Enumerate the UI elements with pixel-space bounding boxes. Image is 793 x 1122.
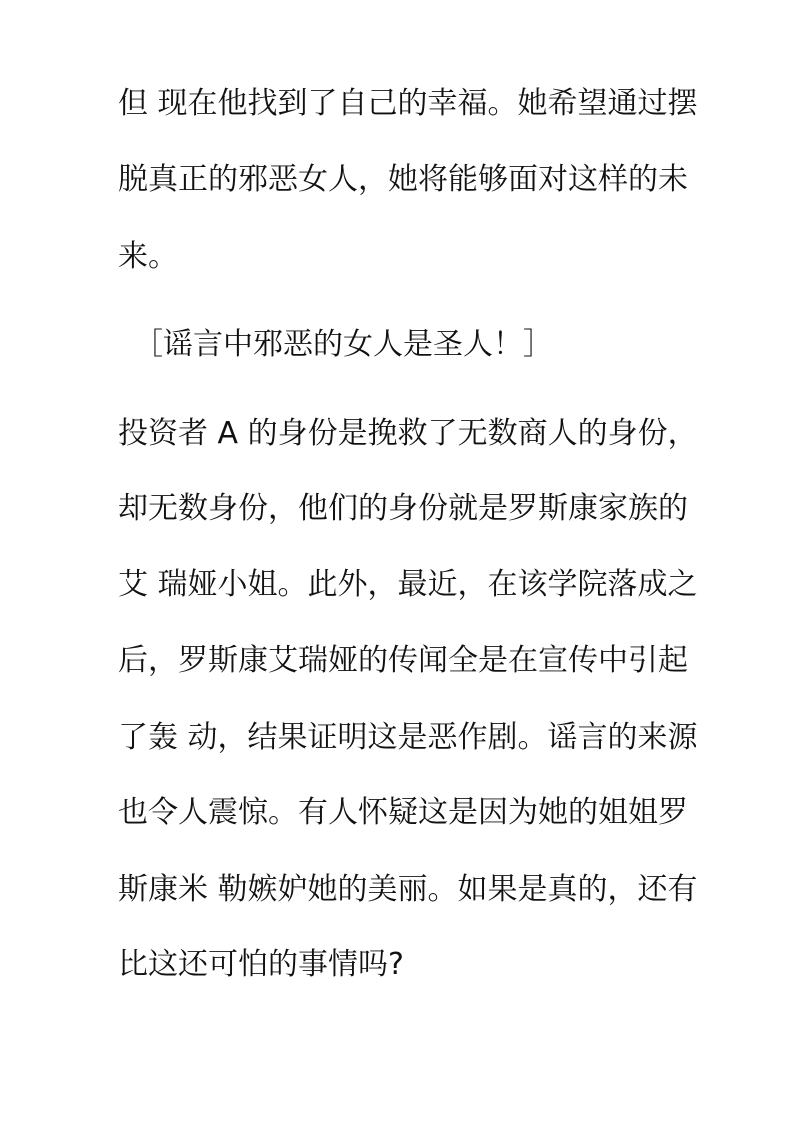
section-heading: ［谣言中邪恶的女人是圣人！］ [133, 327, 553, 362]
text-line: 艾 瑞娅小姐。此外，最近，在该学院落成之 [118, 567, 698, 602]
text-line: 投资者 A 的身份是挽救了无数商人的身份， [118, 416, 698, 451]
text-line: 但 现在他找到了自己的幸福。她希望通过摆 [118, 86, 698, 121]
text-line: 比这还可怕的事情吗? [118, 947, 404, 982]
text-line: 却无数身份，他们的身份就是罗斯康家族的 [118, 491, 688, 526]
text-line: 斯康米 勒嫉妒她的美丽。如果是真的，还有 [118, 872, 698, 907]
text-line: 也令人震惊。有人怀疑这是因为她的姐姐罗 [118, 795, 688, 830]
text-line: 后，罗斯康艾瑞娅的传闻全是在宣传中引起 [118, 643, 688, 678]
text-line: 了轰 动，结果证明这是恶作剧。谣言的来源 [118, 720, 698, 755]
text-line: 来。 [118, 239, 178, 274]
text-line: 脱真正的邪恶女人，她将能够面对这样的未 [118, 162, 688, 197]
